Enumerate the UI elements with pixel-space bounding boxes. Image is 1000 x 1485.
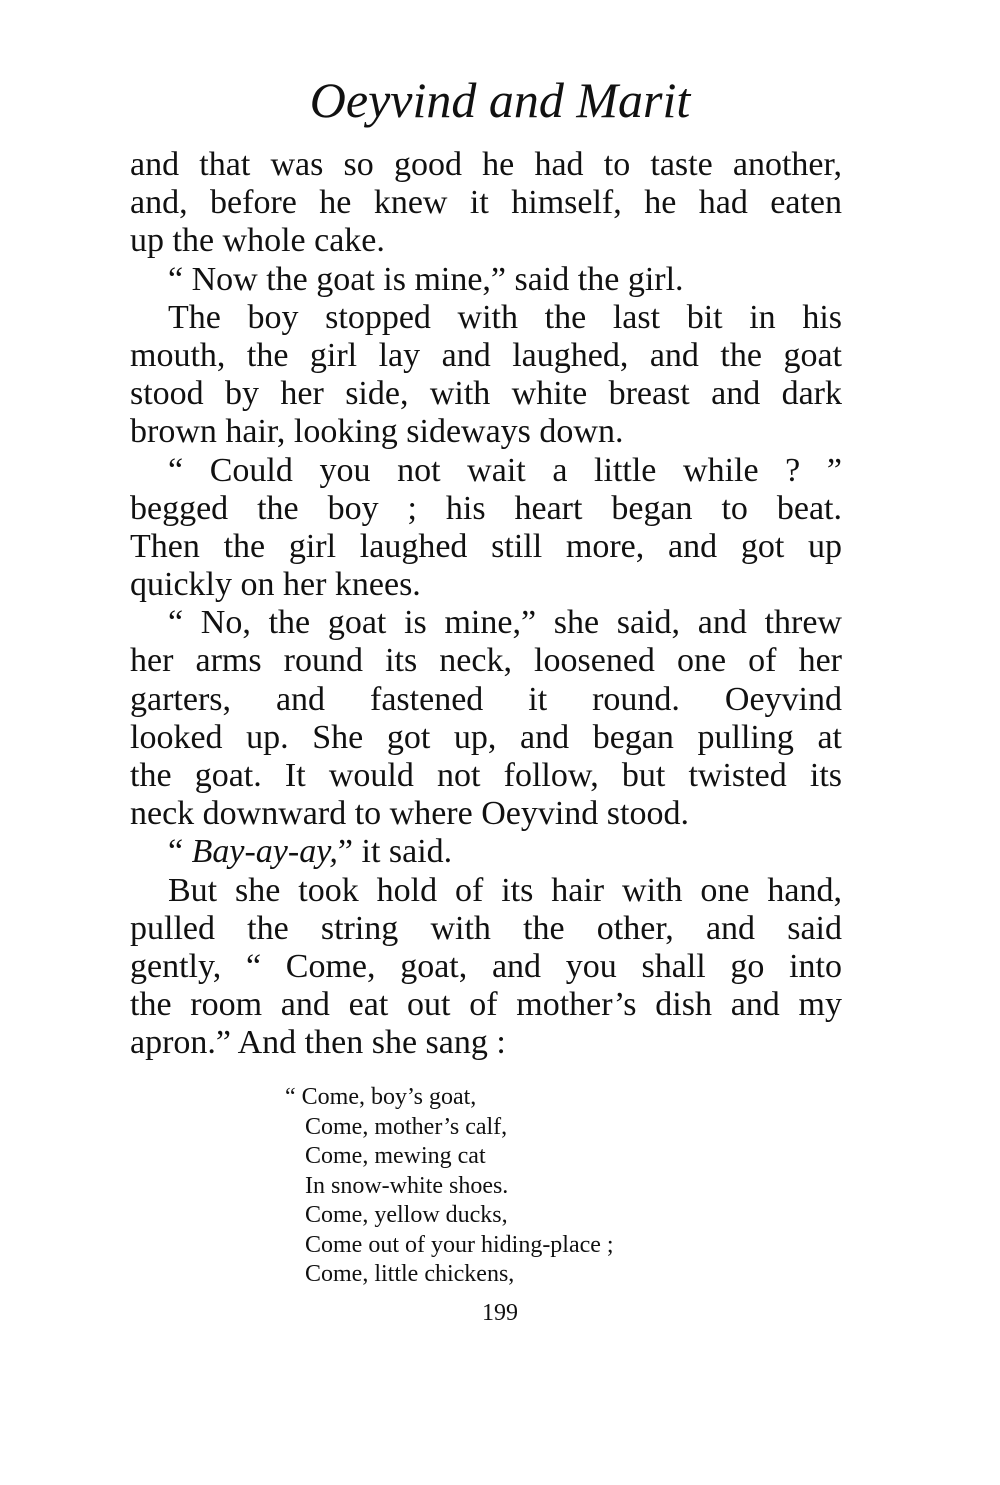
text-line: “ Could you not wait a little while ? ” [168, 451, 842, 489]
said-tag: ” it said. [337, 833, 453, 871]
text-line: up the whole cake. [130, 222, 385, 260]
text-line: “ Now the goat is mine,” said the girl. [168, 260, 684, 298]
text-line: the room and eat out of mother’s dish and my [130, 986, 842, 1024]
text-line: the goat. It would not follow, but twisted its [130, 757, 842, 794]
text-line: pulled the string with the other, and said [130, 909, 842, 947]
verse-line: Come, mewing cat [305, 1143, 486, 1169]
text-line: quickly on her knees. [130, 566, 421, 604]
running-title: Oeyvind and Marit [309, 72, 691, 128]
text-line: Then the girl laughed still more, and got up [130, 527, 842, 565]
text-line: and, before he knew it himself, he had eaten [130, 184, 842, 222]
verse-line: “ Come, boy’s goat, [285, 1084, 477, 1110]
text-line: and that was so good he had to taste another, [130, 146, 842, 183]
text-line: gently, “ Come, goat, and you shall go into [130, 947, 842, 985]
song-verse [285, 1083, 705, 1290]
verse-line: Come, little chickens, [305, 1261, 515, 1287]
text-line: begged the boy ; his heart began to beat. [130, 489, 842, 527]
body-text [130, 146, 842, 1063]
page-number: 199 [482, 1300, 518, 1326]
text-line: apron.” And then she sang : [130, 1024, 506, 1062]
verse-line: Come, yellow ducks, [305, 1202, 508, 1228]
verse-line: Come, mother’s calf, [305, 1113, 508, 1140]
text-line: mouth, the girl lay and laughed, and the goat [130, 336, 842, 374]
verse-line: In snow-white shoes. [305, 1172, 509, 1199]
text-line: her arms round its neck, loosened one of her [130, 642, 842, 680]
verse-line: Come out of your hiding-place ; [305, 1231, 614, 1258]
text-line: But she took hold of its hair with one hand, [168, 871, 842, 909]
goat-bleat-italic: Bay-ay-ay, [191, 833, 338, 871]
text-line: The boy stopped with the last bit in his [168, 298, 842, 336]
text-line: stood by her side, with white breast and dark [130, 375, 842, 413]
text-line [130, 833, 842, 871]
open-quote: “ [168, 833, 192, 871]
text-line: neck downward to where Oeyvind stood. [130, 795, 689, 833]
text-line: “ No, the goat is mine,” she said, and threw [168, 604, 842, 642]
text-line: garters, and fastened it round. Oeyvind [130, 680, 842, 718]
text-line: brown hair, looking sideways down. [130, 413, 624, 451]
text-line: looked up. She got up, and began pulling at [130, 718, 842, 756]
